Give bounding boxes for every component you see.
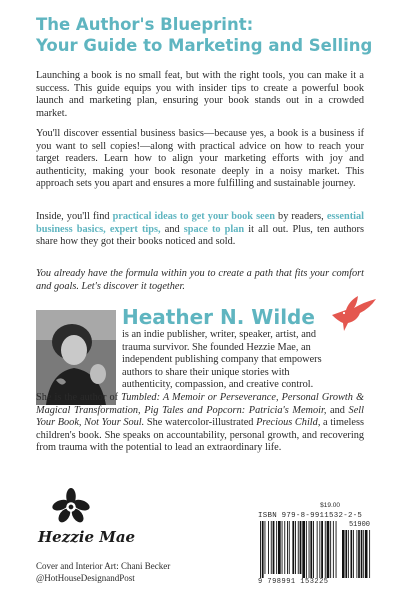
barcode-bar	[317, 521, 318, 578]
barcode-bar	[309, 521, 310, 578]
barcode-bar	[325, 521, 326, 578]
barcode-bar	[306, 521, 307, 578]
credits-line-1: Cover and Interior Art: Chani Becker	[36, 561, 171, 571]
barcode-bar	[278, 521, 281, 574]
barcode-bar	[321, 521, 323, 578]
bio-line-4: authors to share their unique stories with	[122, 366, 290, 378]
art-credits	[36, 560, 170, 584]
barcode-addon-bar	[365, 530, 368, 578]
paragraph-business: You'll discover essential business basics—because yes, a book is a business if you want to sell copies!—along with practical advice on how to reach your target readers. Learn how to align your marketing efforts with joy and authenticity, making your book resonate deeply in a noisy market. This approach sets you apart and ensures a more fulfilling and sustainable journey.	[36, 128, 364, 190]
book-title-sell-your-book: Sell Your Book, Not Your Soul.	[36, 404, 364, 429]
barcode-addon-bar	[356, 530, 357, 578]
barcode-bar	[262, 521, 264, 578]
book-titles: Tumbled: A Memoir or Perseverance, Personal Growth & Magical Transformation, Pig Tales and Popcorn: Patricia's Memoir,	[36, 391, 364, 416]
bio-line-2: trauma survivor. She founded Hezzie Mae, an	[122, 341, 311, 353]
bio-line-5: authenticity, compassion, and creative control.	[122, 379, 314, 391]
barcode-bar	[336, 521, 337, 578]
barcode-bar	[310, 521, 312, 578]
hezzie-mae-logo	[38, 488, 136, 546]
bio-text-4: a timeless children's book. She speaks on accountability, personal growth, and recovering from trauma with the potential to lead an extraordinary life.	[36, 417, 364, 454]
barcode-bar	[333, 521, 334, 578]
barcode-addon-bar	[351, 530, 353, 578]
author-name: Heather N. Wilde	[122, 305, 315, 329]
barcode-bar	[300, 521, 302, 574]
barcode-bar	[330, 521, 331, 578]
barcode-bar	[313, 521, 314, 578]
barcode-price: $19.00	[320, 502, 340, 509]
barcode-addon-bar	[342, 530, 345, 578]
barcode-addon-bar	[348, 530, 349, 578]
barcode-bar	[268, 521, 269, 574]
paragraph-inside	[36, 211, 364, 249]
highlight-get-seen: practical ideas to get your book seen	[112, 211, 275, 222]
barcode-number: 9 798991 153225	[258, 578, 329, 586]
highlight-space-to-plan: space to plan	[183, 223, 245, 235]
barcode-bar	[319, 521, 320, 578]
barcode-bar	[292, 521, 294, 574]
barcode-bar	[276, 521, 277, 574]
book-title-precious-child: Precious Child,	[256, 417, 321, 429]
barcode-bar	[273, 521, 275, 574]
paragraph-intro: Launching a book is no small feat, but with the right tools, you can make it a success. This guide equips you with insider tips to create a powerful book launch and marketing plan, ensuring your book stands out in a crowded market.	[36, 70, 364, 119]
paragraph-closing: You already have the formula within you to create a path that fits your comfort and goals. Let's discover it together.	[36, 268, 364, 292]
barcode-addon-bar	[358, 530, 360, 578]
barcode-bar	[282, 521, 283, 574]
barcode-bar	[327, 521, 330, 578]
author-bio	[36, 329, 364, 455]
p3-text-1: Inside, you'll find	[36, 211, 113, 222]
red-bird-icon	[330, 293, 378, 333]
barcode-bars	[258, 521, 372, 578]
barcode-addon-bar	[369, 530, 370, 578]
barcode-addon-bar	[345, 530, 347, 578]
barcode-bar	[271, 521, 272, 574]
barcode-bar	[260, 521, 261, 578]
barcode-addon: 51900	[348, 521, 370, 529]
barcode-addon-bar	[363, 530, 364, 578]
publisher-name: Hezzie Mae	[38, 528, 136, 546]
barcode-addon-bar	[361, 530, 363, 578]
p3-text-2: by readers,	[274, 211, 327, 222]
barcode-bar	[284, 521, 285, 574]
p3-text-4: it all out. Plus, ten authors share how they got their books noticed and sold.	[36, 223, 364, 248]
bio-text-1: She is the author of	[36, 391, 122, 403]
p3-text-3: and	[160, 223, 184, 235]
bio-line-3: independent publishing company that empowers	[122, 354, 322, 366]
highlight-business-basics: essential business basics, expert tips,	[36, 211, 364, 235]
barcode-bar	[295, 521, 296, 574]
isbn-barcode	[258, 502, 372, 588]
bio-line-1: is an indie publisher, writer, speaker, artist, and	[122, 329, 317, 340]
barcode-addon-bar	[353, 530, 354, 578]
title-line-1: The Author's Blueprint:	[36, 15, 254, 34]
barcode-bar	[302, 521, 305, 578]
isbn-text: ISBN 979-8-9911532-2-5	[258, 512, 363, 520]
credits-line-2: @HotHouseDesignandPost	[36, 573, 135, 583]
hezzie-mae-flower-logo	[52, 488, 90, 526]
barcode-bar	[298, 521, 299, 574]
bio-text-2: and	[326, 404, 349, 416]
page-title	[36, 14, 376, 56]
title-line-2: Your Guide to Marketing and Selling	[36, 36, 373, 55]
barcode-bar	[289, 521, 290, 574]
barcode-bar	[287, 521, 288, 574]
bio-text-3: She watercolor-illustrated	[144, 417, 257, 429]
barcode-bar	[265, 521, 266, 574]
